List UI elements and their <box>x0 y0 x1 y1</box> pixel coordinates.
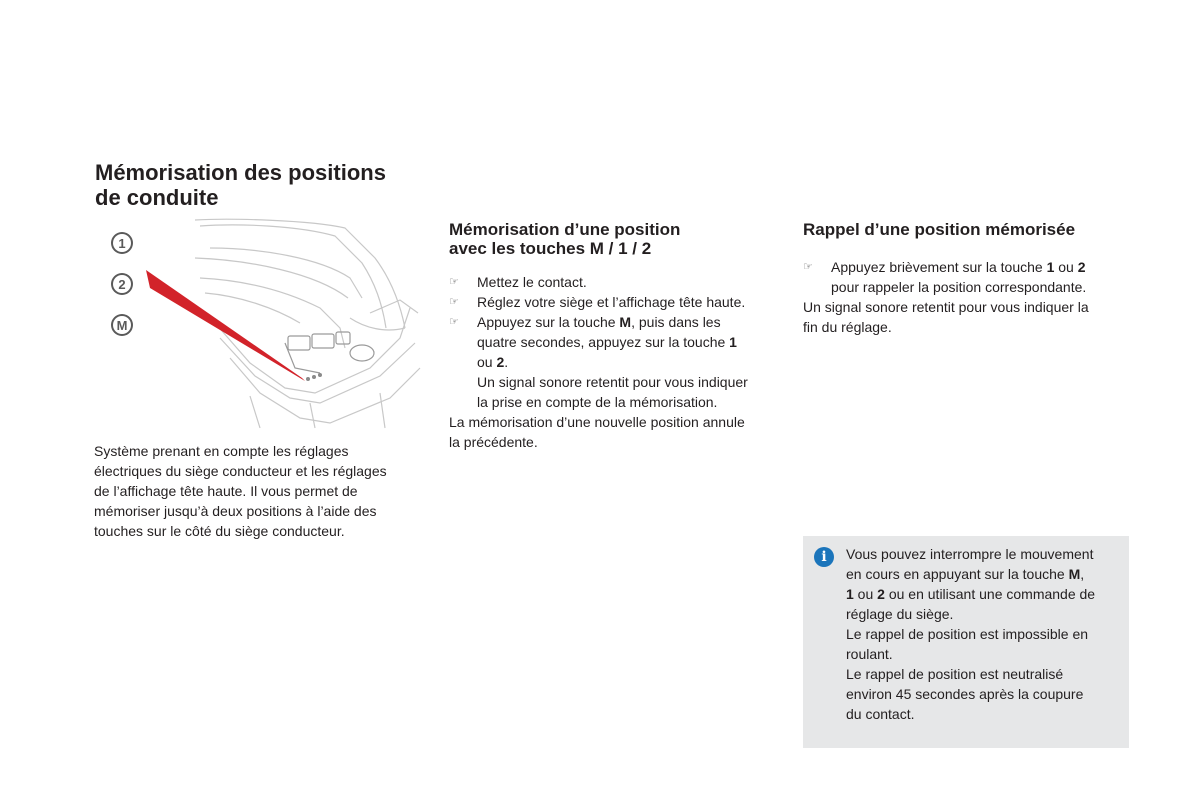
step-text-line: la prise en compte de la mémorisation. <box>477 394 718 410</box>
memorize-steps <box>449 272 784 452</box>
pointing-hand-icon: ☞ <box>449 276 459 288</box>
caption-line: touches sur le côté du siège conducteur. <box>94 523 345 539</box>
step-text-line: pour rappeler la position correspondante. <box>831 279 1087 295</box>
caption-line: électriques du siège conducteur et les réglages <box>94 463 387 479</box>
key-1: 1 <box>1046 259 1055 275</box>
key-m: M <box>619 314 632 330</box>
red-pointer-arrow <box>146 270 305 381</box>
key-m: M <box>1068 566 1081 582</box>
info-line: du contact. <box>846 706 915 722</box>
step-item <box>449 272 784 292</box>
step-text: ou <box>477 354 497 370</box>
info-line <box>846 584 1128 604</box>
recall-note-line: Un signal sonore retentit pour vous indiquer la <box>803 299 1089 315</box>
memorize-heading-line2: avec les touches M / 1 / 2 <box>449 239 652 258</box>
info-line: réglage du siège. <box>846 606 954 622</box>
memory-button-2-icon <box>111 273 133 295</box>
step-text: Appuyez sur la touche <box>477 314 620 330</box>
pointing-hand-icon: ☞ <box>803 261 813 273</box>
key-2: 2 <box>1077 259 1086 275</box>
info-text-part: ou en utilisant une commande de <box>884 586 1096 602</box>
memorize-note-line: La mémorisation d’une nouvelle position annule <box>449 414 745 430</box>
page-title-line1: Mémorisation des positions <box>95 160 386 185</box>
page-title <box>95 160 386 210</box>
figure-caption <box>94 441 424 541</box>
memorize-heading-line1: Mémorisation d’une position <box>449 220 681 239</box>
info-text <box>846 544 1128 724</box>
step-item <box>449 292 784 312</box>
pointing-hand-icon: ☞ <box>449 296 459 308</box>
memory-button-1-label: 1 <box>118 236 126 251</box>
memorize-heading <box>449 220 680 258</box>
memory-button-m-label: M <box>116 318 128 333</box>
step-text-line <box>831 257 1133 277</box>
step-text-line <box>477 332 784 352</box>
info-line: Vous pouvez interrompre le mouvement <box>846 546 1094 562</box>
caption-line: de l’affichage tête haute. Il vous permet de <box>94 483 358 499</box>
step-text: Réglez votre siège et l’affichage tête haute. <box>477 294 746 310</box>
step-text-line: Un signal sonore retentit pour vous indiquer <box>477 374 748 390</box>
step-item <box>449 312 784 412</box>
key-1: 1 <box>846 586 854 602</box>
recall-steps <box>803 257 1133 337</box>
caption-line: Système prenant en compte les réglages <box>94 443 349 459</box>
memorize-note-line: la précédente. <box>449 434 538 450</box>
step-text: ou <box>1054 259 1078 275</box>
page-title-line2: de conduite <box>95 185 219 210</box>
step-text: , puis dans les <box>631 314 721 330</box>
key-2: 2 <box>877 586 885 602</box>
key-2: 2 <box>496 354 505 370</box>
info-line: environ 45 secondes après la coupure <box>846 686 1084 702</box>
recall-heading: Rappel d’une position mémorisée <box>803 220 1076 239</box>
info-line: Le rappel de position est neutralisé <box>846 666 1064 682</box>
step-text: . <box>504 354 509 370</box>
step-text: quatre secondes, appuyez sur la touche <box>477 334 730 350</box>
key-1: 1 <box>729 334 737 350</box>
memory-button-m-icon <box>111 314 133 336</box>
seat-figure <box>100 218 422 430</box>
seat-illustration <box>100 218 422 430</box>
info-line <box>846 564 1128 584</box>
step-text-line <box>477 352 784 372</box>
step-text: Appuyez brièvement sur la touche <box>831 259 1047 275</box>
info-text-part: en cours en appuyant sur la touche <box>846 566 1069 582</box>
recall-note-line: fin du réglage. <box>803 319 892 335</box>
info-line: roulant. <box>846 646 893 662</box>
step-item <box>803 257 1133 297</box>
info-text-part: ou <box>853 586 878 602</box>
pointing-hand-icon: ☞ <box>449 316 459 328</box>
info-line: Le rappel de position est impossible en <box>846 626 1089 642</box>
info-icon: i <box>814 547 834 567</box>
memory-button-2-label: 2 <box>118 277 126 292</box>
info-text-part: , <box>1080 566 1085 582</box>
caption-line: mémoriser jusqu’à deux positions à l’aide des <box>94 503 377 519</box>
step-text: Mettez le contact. <box>477 274 587 290</box>
step-text-line <box>477 312 784 332</box>
memory-button-1-icon <box>111 232 133 254</box>
